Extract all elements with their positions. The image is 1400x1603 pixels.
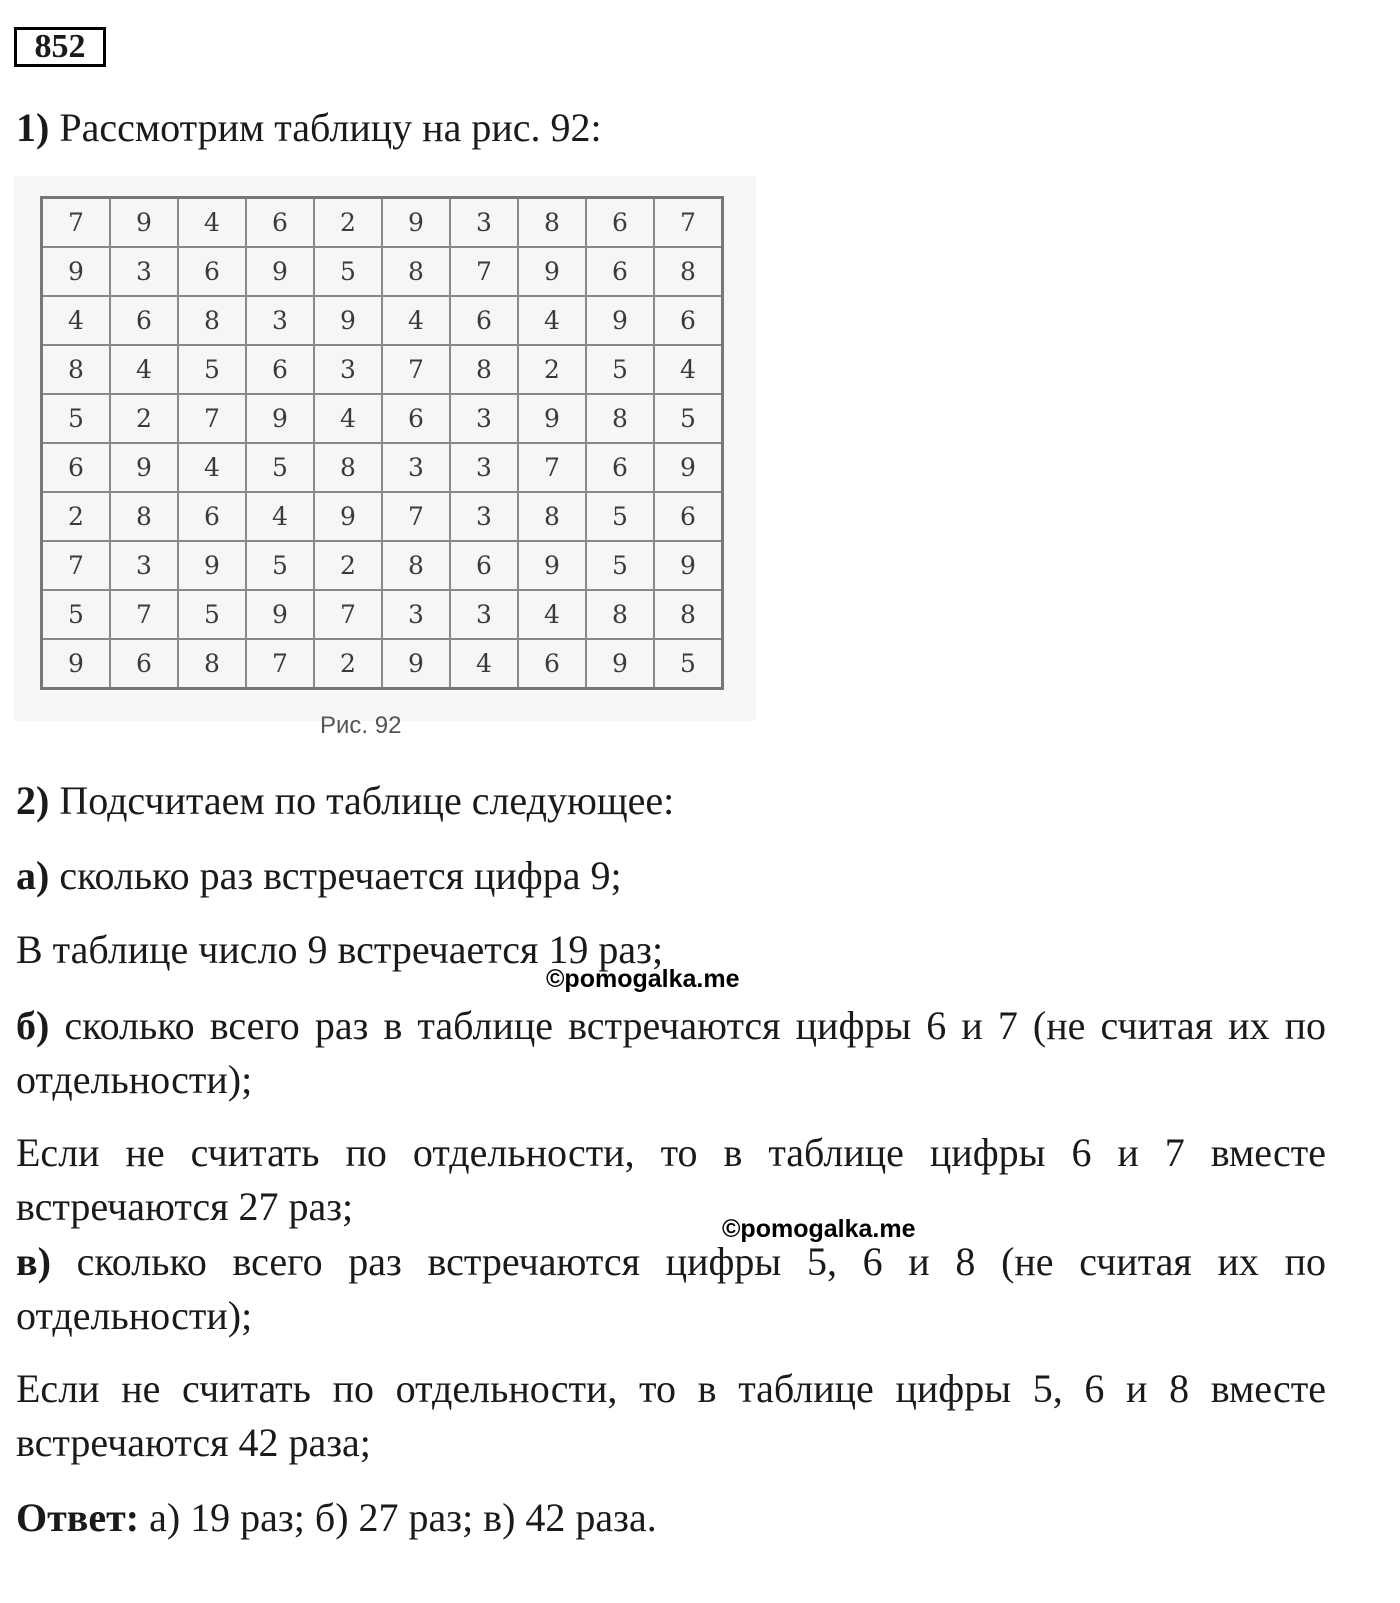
- grid-cell: 9: [586, 639, 654, 689]
- grid-cell: 6: [450, 541, 518, 590]
- grid-cell: 8: [178, 296, 246, 345]
- grid-row: [42, 590, 723, 639]
- grid-row: [42, 541, 723, 590]
- grid-cell: 4: [178, 198, 246, 248]
- grid-cell: 9: [314, 492, 382, 541]
- grid-cell: 2: [314, 198, 382, 248]
- grid-cell: 3: [450, 394, 518, 443]
- grid-cell: 3: [450, 492, 518, 541]
- task-number: 852: [14, 27, 106, 67]
- grid-cell: 8: [314, 443, 382, 492]
- grid-cell: 9: [178, 541, 246, 590]
- grid-cell: 5: [654, 639, 723, 689]
- grid-cell: 7: [42, 198, 111, 248]
- grid-cell: 9: [42, 247, 111, 296]
- grid-cell: 9: [518, 394, 586, 443]
- grid-cell: 7: [450, 247, 518, 296]
- grid-cell: 3: [450, 443, 518, 492]
- step-2-text: Подсчитаем по таблице следующее:: [59, 778, 675, 823]
- step-1-label: 1): [16, 105, 50, 150]
- grid-cell: 6: [586, 247, 654, 296]
- grid-row: [42, 296, 723, 345]
- grid-cell: 6: [654, 492, 723, 541]
- grid-cell: 4: [110, 345, 178, 394]
- grid-row: [42, 492, 723, 541]
- grid-cell: 5: [246, 443, 314, 492]
- grid-cell: 9: [382, 639, 450, 689]
- grid-row: [42, 639, 723, 689]
- grid-cell: 3: [382, 590, 450, 639]
- grid-cell: 2: [518, 345, 586, 394]
- grid-cell: 7: [246, 639, 314, 689]
- grid-cell: 9: [246, 394, 314, 443]
- part-c-question: [16, 1235, 1326, 1343]
- grid-cell: 9: [246, 590, 314, 639]
- final-answer-text: а) 19 раз; б) 27 раз; в) 42 раза.: [149, 1495, 657, 1540]
- grid-cell: 7: [518, 443, 586, 492]
- grid-cell: 5: [586, 492, 654, 541]
- grid-cell: 8: [518, 198, 586, 248]
- grid-cell: 6: [654, 296, 723, 345]
- part-a-label: а): [16, 853, 50, 898]
- grid-cell: 9: [586, 296, 654, 345]
- grid-cell: 5: [586, 541, 654, 590]
- watermark: ©pomogalka.me: [722, 1215, 916, 1243]
- grid-row: [42, 247, 723, 296]
- grid-cell: 5: [246, 541, 314, 590]
- grid-cell: 4: [654, 345, 723, 394]
- grid-cell: 8: [654, 247, 723, 296]
- grid-cell: 7: [178, 394, 246, 443]
- grid-cell: 8: [42, 345, 111, 394]
- grid-cell: 5: [654, 394, 723, 443]
- grid-cell: 3: [246, 296, 314, 345]
- part-b-question: [16, 999, 1326, 1107]
- grid-cell: 4: [518, 296, 586, 345]
- part-a-question-text: сколько раз встречается цифра 9;: [59, 853, 622, 898]
- grid-cell: 2: [314, 541, 382, 590]
- grid-cell: 3: [110, 247, 178, 296]
- grid-cell: 2: [42, 492, 111, 541]
- final-answer-label: Ответ:: [16, 1495, 140, 1540]
- grid-cell: 8: [382, 247, 450, 296]
- grid-cell: 6: [246, 345, 314, 394]
- grid-cell: 8: [382, 541, 450, 590]
- part-a-answer: В таблице число 9 встречается 19 раз;: [16, 927, 664, 972]
- grid-cell: 7: [42, 541, 111, 590]
- grid-row: [42, 345, 723, 394]
- grid-cell: 8: [450, 345, 518, 394]
- figure-caption: Рис. 92: [320, 712, 402, 739]
- final-answer: [16, 1494, 657, 1542]
- grid-cell: 9: [42, 639, 111, 689]
- grid-cell: 9: [518, 247, 586, 296]
- grid-cell: 6: [110, 296, 178, 345]
- grid-cell: 4: [178, 443, 246, 492]
- grid-cell: 3: [110, 541, 178, 590]
- grid-cell: 6: [586, 198, 654, 248]
- grid-cell: 6: [586, 443, 654, 492]
- grid-cell: 6: [382, 394, 450, 443]
- step-1: [16, 104, 602, 152]
- grid-cell: 7: [382, 345, 450, 394]
- grid-cell: 8: [586, 590, 654, 639]
- step-1-text: Рассмотрим таблицу на рис. 92:: [59, 105, 602, 150]
- part-c-answer: Если не считать по отдельности, то в таблице цифры 5, 6 и 8 вместе встречаются 42 раза;: [16, 1366, 1326, 1465]
- grid-cell: 3: [314, 345, 382, 394]
- grid-cell: 2: [314, 639, 382, 689]
- grid-cell: 5: [178, 590, 246, 639]
- grid-cell: 8: [586, 394, 654, 443]
- grid-cell: 6: [450, 296, 518, 345]
- grid-cell: 6: [178, 247, 246, 296]
- step-2: [16, 777, 674, 825]
- grid-cell: 5: [178, 345, 246, 394]
- grid-cell: 4: [246, 492, 314, 541]
- grid-cell: 6: [246, 198, 314, 248]
- grid-cell: 7: [382, 492, 450, 541]
- grid-cell: 4: [314, 394, 382, 443]
- part-b-answer: Если не считать по отдельности, то в таблице цифры 6 и 7 вместе встречаются 27 раз;: [16, 1130, 1326, 1229]
- grid-row: [42, 443, 723, 492]
- grid-cell: 7: [314, 590, 382, 639]
- grid-cell: 4: [518, 590, 586, 639]
- part-b-question-text: сколько всего раз в таблице встречаются цифры 6 и 7 (не считая их по отдельности);: [16, 1003, 1326, 1102]
- grid-cell: 9: [518, 541, 586, 590]
- grid-cell: 9: [246, 247, 314, 296]
- grid-cell: 8: [654, 590, 723, 639]
- grid-cell: 6: [42, 443, 111, 492]
- grid-cell: 9: [382, 198, 450, 248]
- grid-cell: 5: [42, 590, 111, 639]
- grid-cell: 7: [110, 590, 178, 639]
- grid-cell: 6: [110, 639, 178, 689]
- grid-cell: 4: [450, 639, 518, 689]
- grid-cell: 8: [518, 492, 586, 541]
- grid-cell: 2: [110, 394, 178, 443]
- grid-cell: 6: [178, 492, 246, 541]
- grid-cell: 8: [178, 639, 246, 689]
- grid-cell: 3: [450, 590, 518, 639]
- grid-cell: 9: [654, 443, 723, 492]
- grid-cell: 9: [314, 296, 382, 345]
- grid-cell: 4: [382, 296, 450, 345]
- watermark: ©pomogalka.me: [546, 965, 740, 993]
- grid-cell: 3: [450, 198, 518, 248]
- grid-cell: 8: [110, 492, 178, 541]
- grid-cell: 6: [518, 639, 586, 689]
- part-a-question: [16, 852, 622, 900]
- grid-row: [42, 394, 723, 443]
- part-c-question-text: сколько всего раз встречаются цифры 5, 6 и 8 (не считая их по отдельности);: [16, 1239, 1327, 1338]
- grid-cell: 5: [314, 247, 382, 296]
- step-2-label: 2): [16, 778, 50, 823]
- grid-cell: 9: [110, 198, 178, 248]
- number-grid: [40, 196, 724, 690]
- grid-cell: 5: [586, 345, 654, 394]
- grid-cell: 9: [654, 541, 723, 590]
- grid-cell: 7: [654, 198, 723, 248]
- grid-cell: 5: [42, 394, 111, 443]
- part-b-label: б): [16, 1003, 50, 1048]
- grid-row: [42, 198, 723, 248]
- grid-cell: 4: [42, 296, 111, 345]
- grid-cell: 9: [110, 443, 178, 492]
- part-c-label: в): [16, 1239, 51, 1284]
- grid-cell: 3: [382, 443, 450, 492]
